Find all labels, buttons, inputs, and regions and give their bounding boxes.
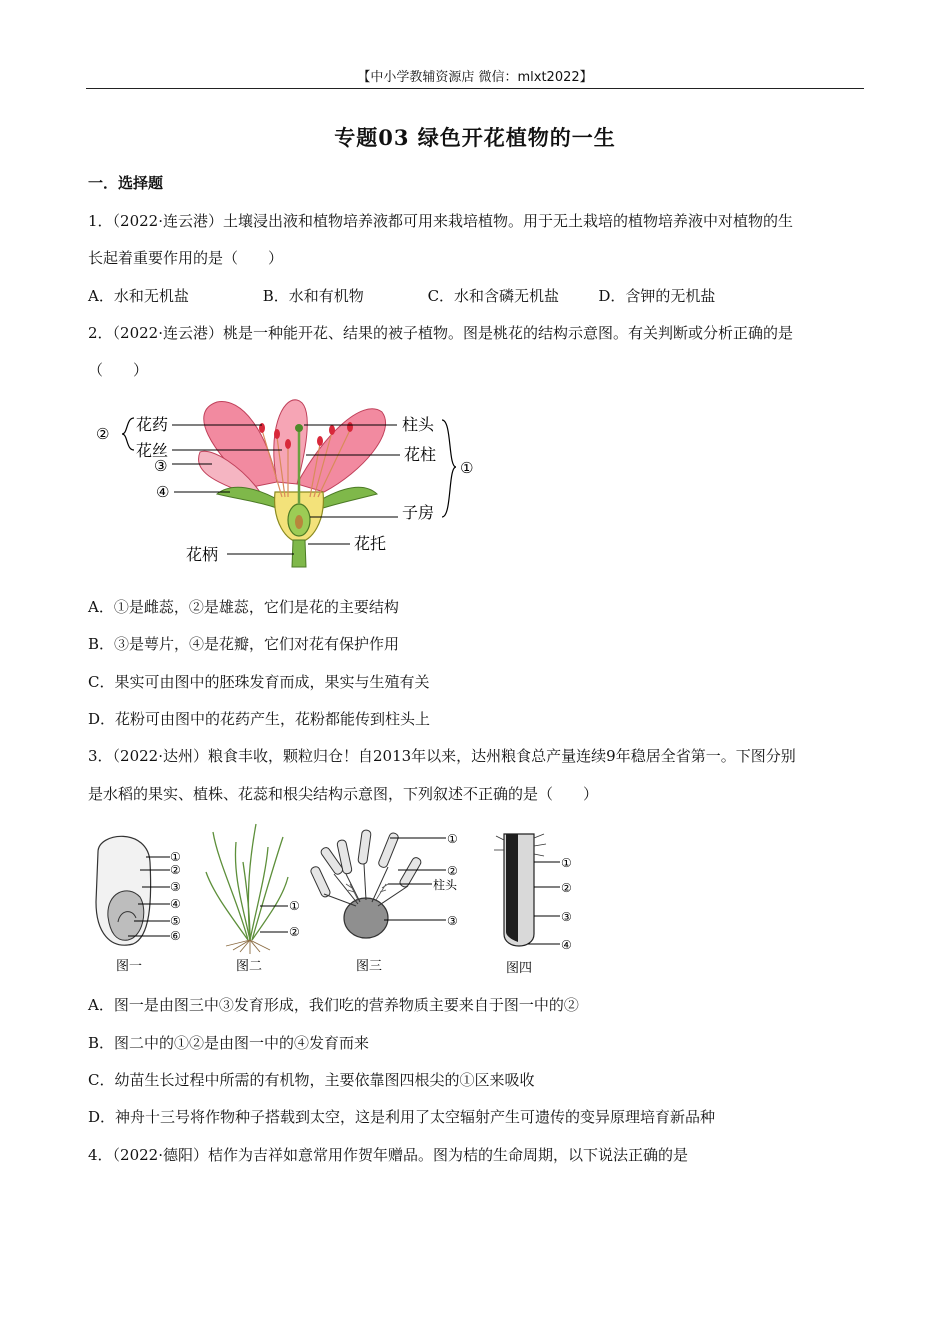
- header-divider: [86, 88, 864, 89]
- q2-option-c: C．果实可由图中的胚珠发育而成，果实与生殖有关: [88, 673, 430, 691]
- q1-stem-line2: 长起着重要作用的是（ ）: [88, 249, 284, 267]
- q1-option-a: A．水和无机盐: [88, 287, 189, 305]
- label-n1: ①: [460, 459, 474, 477]
- q2-stem-line1: 2．（2022·连云港）桃是一种能开花、结果的被子植物。图是桃花的结构示意图。有关判断或分析正确的是: [88, 324, 793, 342]
- q1-option-b: B．水和有机物: [262, 287, 364, 305]
- fig2-leader-lines: [260, 906, 288, 932]
- fig1-rice-grain: [96, 836, 151, 945]
- label-style: 花柱: [404, 445, 437, 464]
- page-header: 【中小学教辅资源店 微信：mlxt2022】: [357, 70, 593, 85]
- q1-stem-line1: 1．（2022·连云港）土壤浸出液和植物培养液都可用来栽培植物。用于无土栽培的植物培养液中对植物的生: [88, 212, 793, 230]
- fig2-roots: [226, 940, 270, 954]
- fig1-mark-2: ②: [170, 863, 181, 877]
- label-n3: ③: [154, 457, 168, 475]
- fig4-mark-4: ④: [561, 938, 572, 952]
- label-pedicel: 花柄: [186, 545, 219, 564]
- section-heading: 一．选择题: [88, 174, 164, 192]
- fig2-mark-1: ①: [289, 899, 300, 913]
- fig4-caption: 图四: [506, 961, 533, 976]
- fig4-mark-1: ①: [561, 856, 572, 870]
- fig1-mark-4: ④: [170, 897, 181, 911]
- fig2-caption: 图二: [236, 959, 263, 974]
- q1-option-d: D．含钾的无机盐: [598, 287, 716, 305]
- page-title: 专题03 绿色开花植物的一生: [334, 125, 616, 150]
- rice-structure-figures: [88, 822, 588, 980]
- q4-stem-line1: 4．（2022·德阳）桔作为吉祥如意常用作贺年赠品。图为桔的生命周期，以下说法正确的是: [88, 1146, 688, 1164]
- fig1-mark-3: ③: [170, 880, 181, 894]
- bracket-pistil: [442, 420, 456, 517]
- fig3-mark-1: ①: [447, 832, 458, 846]
- fig1-mark-5: ⑤: [170, 914, 181, 928]
- label-filament: 花丝: [136, 441, 169, 460]
- label-ovary: 子房: [402, 503, 435, 522]
- fig3-mark-2: ②: [447, 864, 458, 878]
- bracket-stamen: [122, 418, 134, 450]
- fig1-mark-1: ①: [170, 850, 181, 864]
- fig4-mark-2: ②: [561, 881, 572, 895]
- q1-option-c: C．水和含磷无机盐: [427, 287, 560, 305]
- label-anther: 花药: [136, 415, 169, 434]
- fig3-mark-stigma: 柱头: [433, 878, 458, 892]
- q2-option-d: D．花粉可由图中的花药产生，花粉都能传到柱头上: [88, 710, 431, 728]
- fig4-mark-3: ③: [561, 910, 572, 924]
- q3-option-a: A．图一是由图三中③发育形成，我们吃的营养物质主要来自于图一中的②: [88, 996, 579, 1014]
- label-n2: ②: [96, 425, 110, 443]
- flower-stigma: [295, 424, 303, 432]
- q1-options: [88, 285, 715, 306]
- q3-option-c: C．幼苗生长过程中所需的有机物，主要依靠图四根尖的①区来吸收: [88, 1071, 535, 1089]
- fig2-rice-plant: [206, 824, 288, 940]
- peach-flower-diagram: [92, 392, 492, 572]
- fig2-mark-2: ②: [289, 925, 300, 939]
- flower-sepal-left: [217, 487, 282, 510]
- label-receptacle: 花托: [354, 534, 387, 553]
- fig3-mark-3: ③: [447, 914, 458, 928]
- q3-option-d: D．神舟十三号将作物种子搭载到太空，这是利用了太空辐射产生可遗传的变异原理培育新品种: [88, 1108, 716, 1126]
- flower-ovule: [295, 515, 303, 529]
- flower-petal-right: [297, 409, 386, 492]
- q3-stem-line2: 是水稻的果实、植株、花蕊和根尖结构示意图，下列叙述不正确的是（ ）: [88, 785, 599, 803]
- fig4-root-tip: [494, 834, 546, 946]
- q3-stem-line1: 3．（2022·达州）粮食丰收，颗粒归仓！自2013年以来，达州粮食总产量连续9年稳居全省第一。下图分别: [88, 747, 796, 765]
- flower-pedicel: [292, 540, 306, 567]
- q2-option-a: A．①是雌蕊，②是雄蕊，它们是花的主要结构: [88, 598, 399, 616]
- fig3-caption: 图三: [356, 959, 383, 974]
- q2-option-b: B．③是萼片，④是花瓣，它们对花有保护作用: [88, 635, 400, 653]
- fig1-caption: 图一: [116, 959, 143, 974]
- fig1-mark-6: ⑥: [170, 929, 181, 943]
- label-stigma: 柱头: [402, 415, 435, 434]
- q3-option-b: B．图二中的①②是由图一中的④发育而来: [88, 1034, 370, 1052]
- label-n4: ④: [156, 483, 170, 501]
- q2-stem-line2: （ ）: [88, 361, 149, 379]
